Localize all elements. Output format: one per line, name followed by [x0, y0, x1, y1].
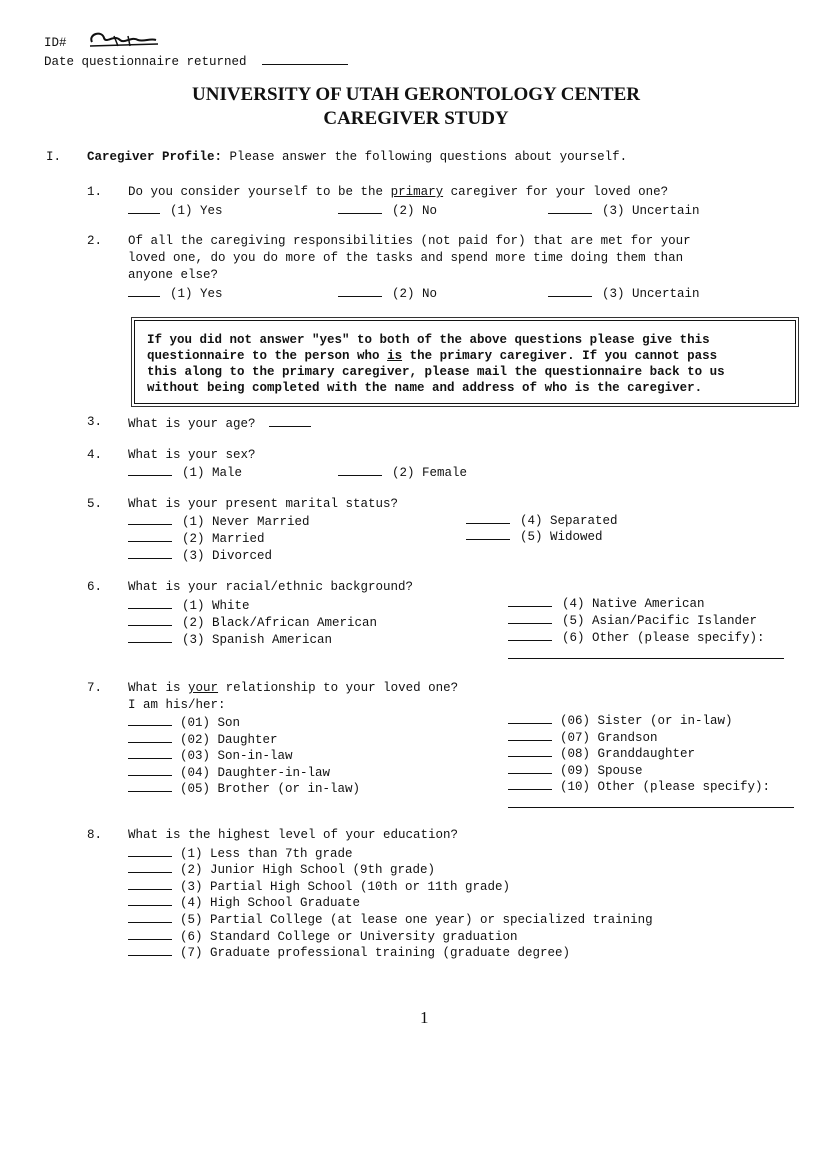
id-label: ID# [44, 36, 67, 50]
q7-option-daughter-in-law[interactable]: (04) Daughter-in-law [128, 764, 330, 780]
q2-option-no[interactable]: (2) No [338, 285, 437, 301]
q8-option-partial-high-school[interactable]: (3) Partial High School (10th or 11th grade) [128, 878, 510, 894]
q7-option-brother[interactable]: (05) Brother (or in-law) [128, 780, 360, 796]
notice-line3: this along to the primary caregiver, please mail the questionnaire back to us [147, 365, 725, 379]
q1-option-uncertain[interactable]: (3) Uncertain [548, 202, 700, 218]
q6-other-specify-field[interactable] [508, 647, 784, 659]
q6-option-white[interactable]: (1) White [128, 597, 250, 613]
q7-other-specify-field[interactable] [508, 796, 794, 808]
q6-option-spanish-american[interactable]: (3) Spanish American [128, 631, 332, 647]
q6-number: 6. [87, 580, 103, 594]
date-returned-label: Date questionnaire returned [44, 53, 348, 69]
q7-text: What is your relationship to your loved one? [128, 681, 459, 695]
age-field[interactable] [269, 415, 311, 427]
page-title: UNIVERSITY OF UTAH GERONTOLOGY CENTER [192, 84, 640, 105]
handwritten-id-signature [84, 28, 164, 52]
q7-option-son[interactable]: (01) Son [128, 714, 240, 730]
q5-option-divorced[interactable]: (3) Divorced [128, 547, 272, 563]
q8-option-high-school-graduate[interactable]: (4) High School Graduate [128, 894, 360, 910]
q6-option-other[interactable]: (6) Other (please specify): [508, 629, 765, 645]
q1-option-yes[interactable]: (1) Yes [128, 202, 223, 218]
q5-text: What is your present marital status? [128, 497, 399, 511]
section-name: Caregiver Profile: [87, 150, 223, 164]
q1-text: Do you consider yourself to be the primary caregiver for your loved one? [128, 185, 669, 199]
section-number: I. [46, 150, 62, 164]
q8-number: 8. [87, 828, 103, 842]
q8-option-partial-college[interactable]: (5) Partial College (at lease one year) or specialized training [128, 911, 653, 927]
q8-option-less-than-7th[interactable]: (1) Less than 7th grade [128, 845, 353, 861]
q5-option-widowed[interactable]: (5) Widowed [466, 528, 603, 544]
notice-box [134, 320, 796, 404]
q2-text-line2: loved one, do you do more of the tasks and spend more time doing them than [128, 251, 684, 265]
section-instruction: Please answer the following questions about yourself. [229, 150, 628, 164]
notice-line1: If you did not answer "yes" to both of the above questions please give this [147, 333, 710, 347]
q7-option-granddaughter[interactable]: (08) Granddaughter [508, 745, 695, 761]
q5-number: 5. [87, 497, 103, 511]
notice-line2: questionnaire to the person who is the primary caregiver. If you cannot pass [147, 349, 718, 363]
q3-number: 3. [87, 415, 103, 429]
q6-option-black-african-american[interactable]: (2) Black/African American [128, 614, 377, 630]
q1-option-no[interactable]: (2) No [338, 202, 437, 218]
q2-number: 2. [87, 234, 103, 248]
page-subtitle: CAREGIVER STUDY [323, 108, 509, 129]
q4-text: What is your sex? [128, 448, 256, 462]
q7-number: 7. [87, 681, 103, 695]
q3-text: What is your age? [128, 415, 311, 431]
q8-option-graduate-training[interactable]: (7) Graduate professional training (graduate degree) [128, 944, 570, 960]
date-returned-field[interactable] [262, 53, 348, 65]
q7-option-spouse[interactable]: (09) Spouse [508, 762, 643, 778]
q4-option-male[interactable]: (1) Male [128, 464, 242, 480]
q6-option-asian-pacific-islander[interactable]: (5) Asian/Pacific Islander [508, 612, 757, 628]
q2-text-line1: Of all the caregiving responsibilities (not paid for) that are met for your [128, 234, 691, 248]
q8-option-junior-high[interactable]: (2) Junior High School (9th grade) [128, 861, 435, 877]
q2-option-yes[interactable]: (1) Yes [128, 285, 223, 301]
q5-option-married[interactable]: (2) Married [128, 530, 265, 546]
q4-option-female[interactable]: (2) Female [338, 464, 467, 480]
q5-option-separated[interactable]: (4) Separated [466, 512, 618, 528]
q7-option-sister[interactable]: (06) Sister (or in-law) [508, 712, 733, 728]
q7-option-daughter[interactable]: (02) Daughter [128, 731, 278, 747]
q7-option-son-in-law[interactable]: (03) Son-in-law [128, 747, 293, 763]
q4-number: 4. [87, 448, 103, 462]
notice-line4: without being completed with the name and address of who is the caregiver. [147, 381, 703, 395]
q7-option-other[interactable]: (10) Other (please specify): [508, 778, 770, 794]
q2-option-uncertain[interactable]: (3) Uncertain [548, 285, 700, 301]
q8-option-college-graduation[interactable]: (6) Standard College or University graduation [128, 928, 518, 944]
q8-text: What is the highest level of your education? [128, 828, 459, 842]
section-heading [87, 150, 627, 164]
q2-text-line3: anyone else? [128, 268, 219, 282]
q7-subtext: I am his/her: [128, 698, 226, 712]
q6-option-native-american[interactable]: (4) Native American [508, 595, 705, 611]
q7-option-grandson[interactable]: (07) Grandson [508, 729, 658, 745]
q6-text: What is your racial/ethnic background? [128, 580, 414, 594]
page-number: 1 [420, 1008, 429, 1027]
q5-option-never-married[interactable]: (1) Never Married [128, 513, 310, 529]
q1-number: 1. [87, 185, 103, 199]
